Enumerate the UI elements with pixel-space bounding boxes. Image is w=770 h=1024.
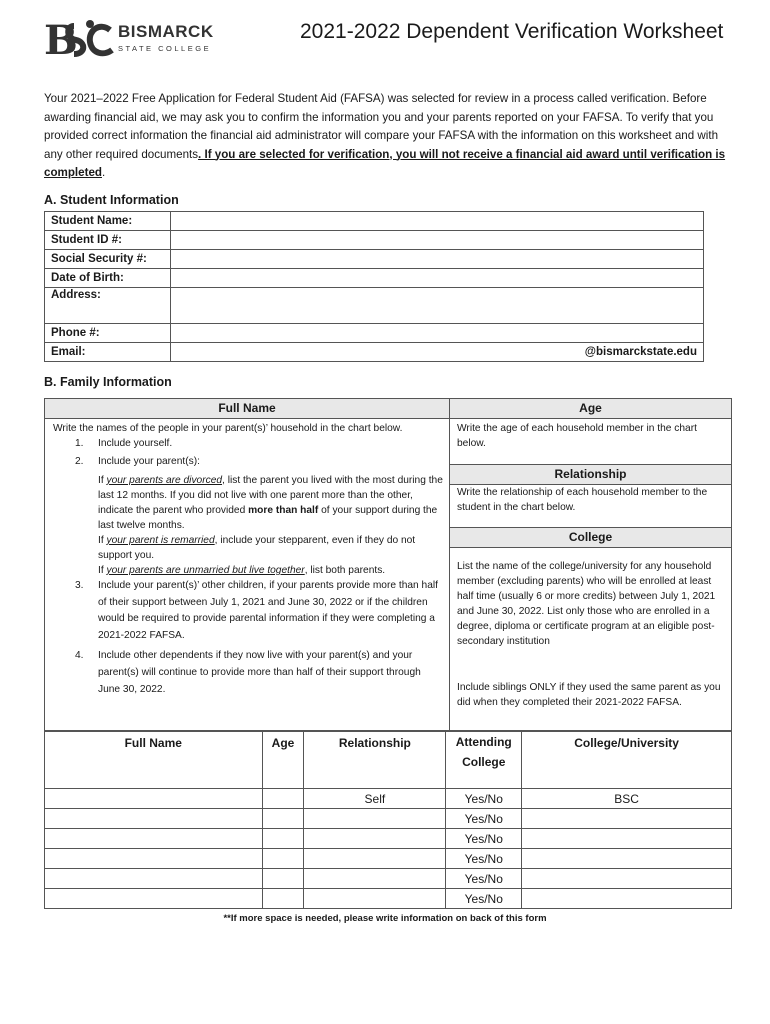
household-college-cell[interactable] [522,829,732,849]
household-relationship-cell[interactable] [304,809,446,829]
phone-field[interactable] [171,324,704,343]
col-attending-college: Attending College [446,732,522,789]
address-field[interactable] [171,288,704,324]
household-row [45,789,732,809]
household-age-cell[interactable] [262,869,304,889]
full-name-instructions [53,421,445,698]
ssn-label: Social Security #: [45,250,171,269]
student-name-field[interactable] [171,212,704,231]
col-full-name: Full Name [45,732,263,789]
dob-label: Date of Birth: [45,269,171,288]
household-name-cell[interactable] [45,829,263,849]
relationship-instructions: Write the relationship of each household member to the student in the chart below. [457,487,708,513]
student-info-table [44,211,704,362]
email-domain: @bismarckstate.edu [584,346,697,358]
household-attending-cell[interactable]: Yes/No [446,829,522,849]
household-name-cell[interactable] [45,869,263,889]
dob-row [45,269,704,288]
email-label: Email: [45,343,171,362]
email-row [45,343,704,362]
household-name-cell[interactable] [45,809,263,829]
col-relationship: Relationship [304,732,446,789]
household-college-cell[interactable] [522,849,732,869]
svg-text:B: B [44,17,78,60]
household-name-cell[interactable] [45,789,263,809]
instruction-item-3: 3. Include your parent(s)’ other children, if your parents provide more than half of their support between July 1, 2021 and June 30, 2022 or if the children would be required to provide parental information if they were completing a 2021-2022 FAFSA. [75,580,438,641]
logo-subtext: STATE COLLEGE [118,44,212,53]
household-age-cell[interactable] [262,889,304,909]
household-attending-cell[interactable]: Yes/No [446,889,522,909]
household-college-cell[interactable] [522,869,732,889]
college-header: College [450,528,731,548]
remarried-note: If your parent is remarried, include your stepparent, even if they do not support you. [98,535,416,561]
household-relationship-cell[interactable]: Self [304,789,446,809]
intro-paragraph [44,90,734,183]
household-row [45,889,732,909]
household-relationship-cell[interactable] [304,889,446,909]
household-name-cell[interactable] [45,849,263,869]
phone-row [45,324,704,343]
household-row [45,809,732,829]
household-college-cell[interactable] [522,889,732,909]
col-college-university: College/University [522,732,732,789]
household-age-cell[interactable] [262,849,304,869]
instruction-item-1: 1. Include yourself. [75,438,173,449]
col-age: Age [262,732,304,789]
household-name-cell[interactable] [45,889,263,909]
bsc-logo-mark [44,16,114,60]
student-id-row [45,231,704,250]
dob-field[interactable] [171,269,704,288]
household-relationship-cell[interactable] [304,869,446,889]
student-name-row [45,212,704,231]
bsc-logo [44,16,214,60]
intro-emphasis: . If you are selected for verification, you will not receive a financial aid award until verification is completed [44,147,726,179]
household-relationship-cell[interactable] [304,849,446,869]
instruction-item-4: 4. Include other dependents if they now live with your parent(s) and your parent(s) will continue to provide more than half of their support through June 30, 2022. [75,650,421,695]
intro-end: . [101,166,106,179]
column-divider [449,399,450,730]
household-relationship-cell[interactable] [304,829,446,849]
unmarried-note: If your parents are unmarried but live together, list both parents. [98,565,386,576]
college-instructions: List the name of the college/university for any household member (excluding parents) who will be enrolled at least half time (usually 6 or more credits) between July 1, 2021 and June 30, 2022. List only those who are enrolled in a degree, diploma or certificate program at an eligible post-secondary institution [457,561,716,647]
footer-note: **If more space is needed, please write information on back of this form [223,913,547,924]
ssn-row [45,250,704,269]
household-row [45,849,732,869]
household-header-row [45,732,732,789]
age-instructions: Write the age of each household member in the chart below. [457,423,697,449]
divorced-note: If your parents are divorced, list the parent you lived with the most during the last 12 months. If you did not live with one parent more than the other, indicate the parent who provided more than half of your support during the last twelve months. [98,475,443,531]
household-age-cell[interactable] [262,809,304,829]
page-title: 2021-2022 Dependent Verification Worksheet [300,20,724,43]
age-header: Age [450,399,731,419]
phone-label: Phone #: [45,324,171,343]
household-attending-cell[interactable]: Yes/No [446,849,522,869]
full-name-header: Full Name [45,399,449,419]
household-age-cell[interactable] [262,829,304,849]
address-row [45,288,704,324]
instructions-intro: Write the names of the people in your parent(s)’ household in the chart below. [53,423,403,434]
email-field[interactable] [171,343,704,362]
intro-text: Your 2021–2022 Free Application for Federal Student Aid (FAFSA) was selected for review in a process called verification. Before awarding financial aid, we may ask you to confirm the information you and your parents reported on your FAFSA. To verify that you provided correct information the financial aid administrator will compare your FAFSA with the information on this worksheet and with any other required documents [44,92,719,161]
household-attending-cell[interactable]: Yes/No [446,869,522,889]
student-id-label: Student ID #: [45,231,171,250]
family-instructions-box [44,398,732,731]
household-attending-cell[interactable]: Yes/No [446,809,522,829]
logo-name: BISMARCK [118,22,214,41]
siblings-instructions: Include siblings ONLY if they used the same parent as you did when they completed their 2021-2022 FAFSA. [457,682,721,708]
household-table [44,731,732,909]
household-row [45,869,732,889]
household-row [45,829,732,849]
section-a-title: A. Student Information [44,193,179,207]
relationship-header: Relationship [450,465,731,485]
household-attending-cell[interactable]: Yes/No [446,789,522,809]
household-age-cell[interactable] [262,789,304,809]
student-name-label: Student Name: [45,212,171,231]
ssn-field[interactable] [171,250,704,269]
section-b-title: B. Family Information [44,375,172,389]
household-college-cell[interactable] [522,809,732,829]
household-college-cell[interactable]: BSC [522,789,732,809]
student-id-field[interactable] [171,231,704,250]
address-label: Address: [45,288,171,324]
instruction-item-2: 2. Include your parent(s): [75,456,200,467]
